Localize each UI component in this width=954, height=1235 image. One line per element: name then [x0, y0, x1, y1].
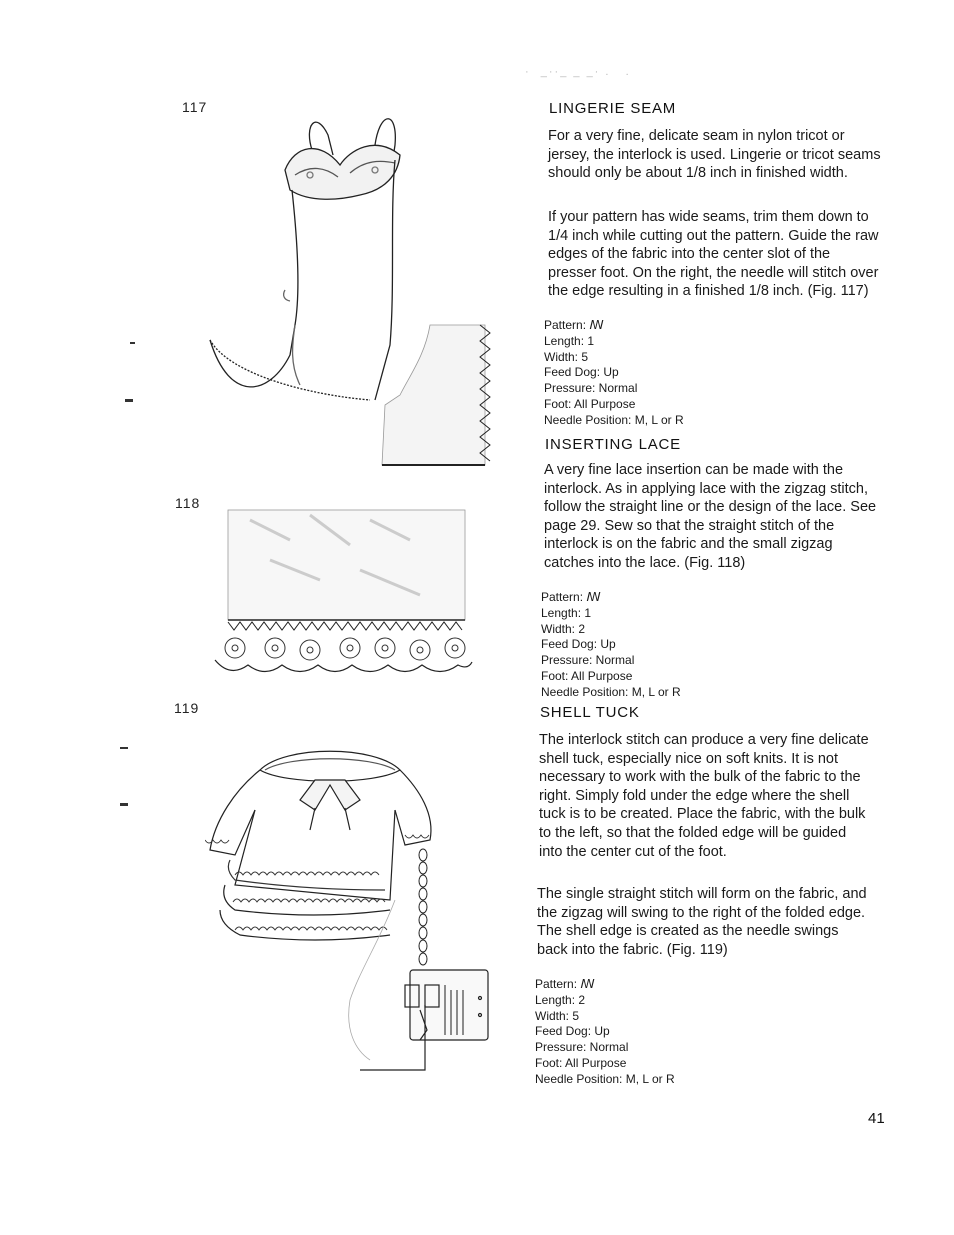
- figure-117-slip-illustration: [200, 105, 500, 475]
- figure-118-lace-insertion-illustration: [210, 500, 475, 680]
- scan-artifact: · _··_ _ _· . .: [525, 66, 631, 78]
- setting-pressure: Pressure: Normal: [544, 381, 638, 396]
- setting-foot: Foot: All Purpose: [535, 1055, 627, 1070]
- setting-feed-dog: Feed Dog: Up: [544, 365, 619, 380]
- setting-feed-dog: Feed Dog: Up: [541, 637, 616, 652]
- figure-119-shell-tuck-illustration: [205, 740, 495, 1075]
- setting-needle-position: Needle Position: M, L or R: [541, 684, 681, 699]
- margin-mark: [120, 747, 128, 749]
- setting-length: Length: 1: [544, 333, 595, 348]
- setting-width: Width: 5: [544, 349, 589, 364]
- setting-foot: Foot: All Purpose: [544, 396, 636, 411]
- figure-number-118: 118: [175, 495, 201, 511]
- margin-mark: [125, 399, 133, 402]
- section-heading-inserting-lace: INSERTING LACE: [545, 436, 681, 453]
- setting-foot: Foot: All Purpose: [541, 668, 633, 683]
- margin-mark: [120, 803, 128, 806]
- setting-pattern: Pattern: ꟿ: [535, 977, 595, 991]
- settings-list: [544, 318, 684, 429]
- figure-number-117: 117: [182, 99, 208, 115]
- settings-list: [541, 590, 681, 701]
- paragraph: For a very fine, delicate seam in nylon tricot or jersey, the interlock is used. Lingerie or tricot seams should only be about 1/8 inch in finished width.: [548, 128, 881, 182]
- section-heading-shell-tuck: SHELL TUCK: [540, 704, 640, 721]
- margin-mark: [130, 342, 135, 344]
- setting-length: Length: 2: [535, 992, 586, 1007]
- setting-width: Width: 5: [535, 1008, 580, 1023]
- setting-pressure: Pressure: Normal: [541, 653, 635, 668]
- figure-number-119: 119: [174, 700, 200, 716]
- setting-pressure: Pressure: Normal: [535, 1040, 629, 1055]
- setting-width: Width: 2: [541, 621, 586, 636]
- section-heading-lingerie-seam: LINGERIE SEAM: [549, 100, 677, 117]
- setting-length: Length: 1: [541, 605, 592, 620]
- setting-needle-position: Needle Position: M, L or R: [535, 1071, 675, 1086]
- paragraph: If your pattern has wide seams, trim them down to 1/4 inch while cutting out the pattern. Guide the raw edges of the fabric into the center slot of the presser foot. On the right, the needle will stitch over the edge resulting in a finished 1/8 inch. (Fig. 117): [548, 209, 879, 300]
- settings-list: [535, 977, 675, 1088]
- setting-needle-position: Needle Position: M, L or R: [544, 412, 684, 427]
- setting-feed-dog: Feed Dog: Up: [535, 1024, 610, 1039]
- setting-pattern: Pattern: ꟿ: [541, 590, 601, 604]
- paragraph: A very fine lace insertion can be made with the interlock. As in applying lace with the zigzag stitch, follow the straight line or the design of the lace. See page 29. Sew so that the straight stitch of the interlock is on the fabric and the small zigzag catches into the lace. (Fig. 118): [544, 462, 877, 571]
- paragraph: The interlock stitch can produce a very fine delicate shell tuck, especially nice on soft knits. It is not necessary to work with the bulk of the fabric to the right. Simply fold under the edge where the shell tuck is to be created. Place the fabric, with the bulk to the left, so that the folded edge will be guided into the center cut of the foot.: [539, 732, 869, 860]
- paragraph: The single straight stitch will form on the fabric, and the zigzag will swing to the right of the folded edge. The shell edge is created as the needle swings back into the fabric. (Fig. 119): [537, 886, 867, 958]
- setting-pattern: Pattern: ꟿ: [544, 318, 604, 332]
- page-number: 41: [868, 1110, 885, 1127]
